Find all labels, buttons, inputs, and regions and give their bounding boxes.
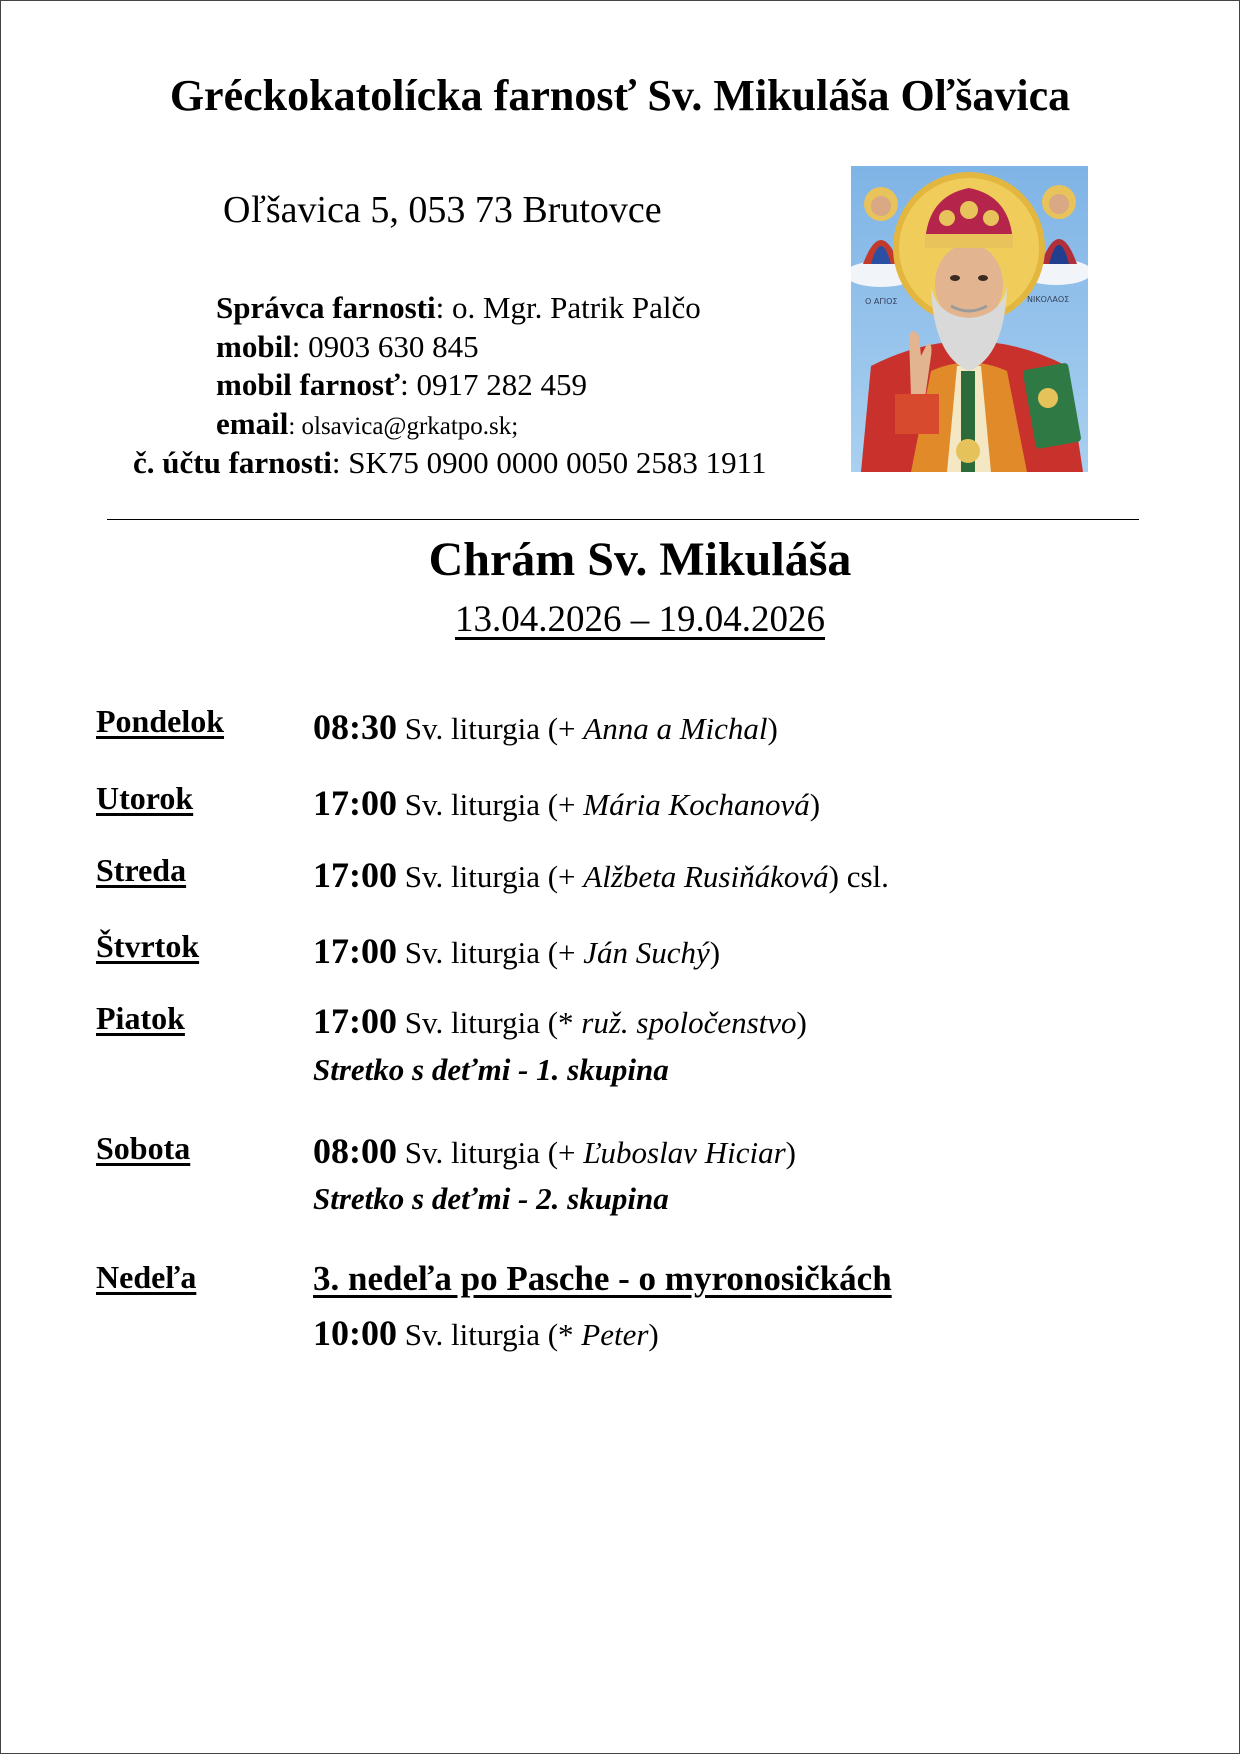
schedule-line-tuesday: 17:00 Sv. liturgia (+ Mária Kochanová): [313, 783, 821, 823]
saint-nicholas-icon: [851, 166, 1088, 472]
day-label-wednesday: Streda: [96, 852, 187, 888]
note-friday: Stretko s deťmi - 1. skupina: [313, 1052, 669, 1087]
parish-mobile-row: mobil farnosť: 0917 282 459: [216, 367, 587, 402]
schedule-line-sunday: 10:00 Sv. liturgia (* Peter): [313, 1313, 659, 1353]
parish-address: Oľšavica 5, 053 73 Brutovce: [223, 189, 662, 231]
schedule-line-thursday: 17:00 Sv. liturgia (+ Ján Suchý): [313, 931, 721, 971]
day-label-friday: Piatok: [96, 1000, 185, 1036]
mobile-row: mobil: 0903 630 845: [216, 329, 479, 364]
icon-inscription-left: Ο ΑΓΙΟΣ: [865, 297, 898, 306]
feast-title-sunday: 3. nedeľa po Pasche - o myronosičkách: [313, 1259, 892, 1298]
date-range: 13.04.2026 – 19.04.2026: [455, 599, 825, 640]
section-divider: [107, 519, 1139, 520]
email-link[interactable]: : olsavica@grkatpo.sk;: [288, 413, 519, 440]
parish-title: Gréckokatolícka farnosť Sv. Mikuláša Oľšavica: [169, 71, 1071, 120]
schedule-line-monday: 08:30 Sv. liturgia (+ Anna a Michal): [313, 707, 778, 747]
day-label-sunday: Nedeľa: [96, 1259, 197, 1295]
schedule-line-wednesday: 17:00 Sv. liturgia (+ Alžbeta Rusiňáková) csl.: [313, 855, 889, 895]
church-title: Chrám Sv. Mikuláša: [428, 533, 852, 586]
administrator-row: Správca farnosti: o. Mgr. Patrik Palčo: [216, 290, 701, 325]
schedule-line-friday: 17:00 Sv. liturgia (* ruž. spoločenstvo): [313, 1001, 807, 1041]
account-row: č. účtu farnosti: SK75 0900 0000 0050 2583 1911: [133, 445, 767, 480]
day-label-thursday: Štvrtok: [96, 928, 200, 964]
day-label-tuesday: Utorok: [96, 780, 194, 816]
icon-inscription-right: ΝΙΚΟΛΑΟΣ: [1027, 295, 1070, 304]
day-label-monday: Pondelok: [96, 703, 225, 739]
email-row: email: olsavica@grkatpo.sk;: [216, 406, 519, 441]
schedule-line-saturday: 08:00 Sv. liturgia (+ Ľuboslav Hiciar): [313, 1131, 796, 1171]
note-saturday: Stretko s deťmi - 2. skupina: [313, 1181, 669, 1216]
day-label-saturday: Sobota: [96, 1130, 191, 1166]
